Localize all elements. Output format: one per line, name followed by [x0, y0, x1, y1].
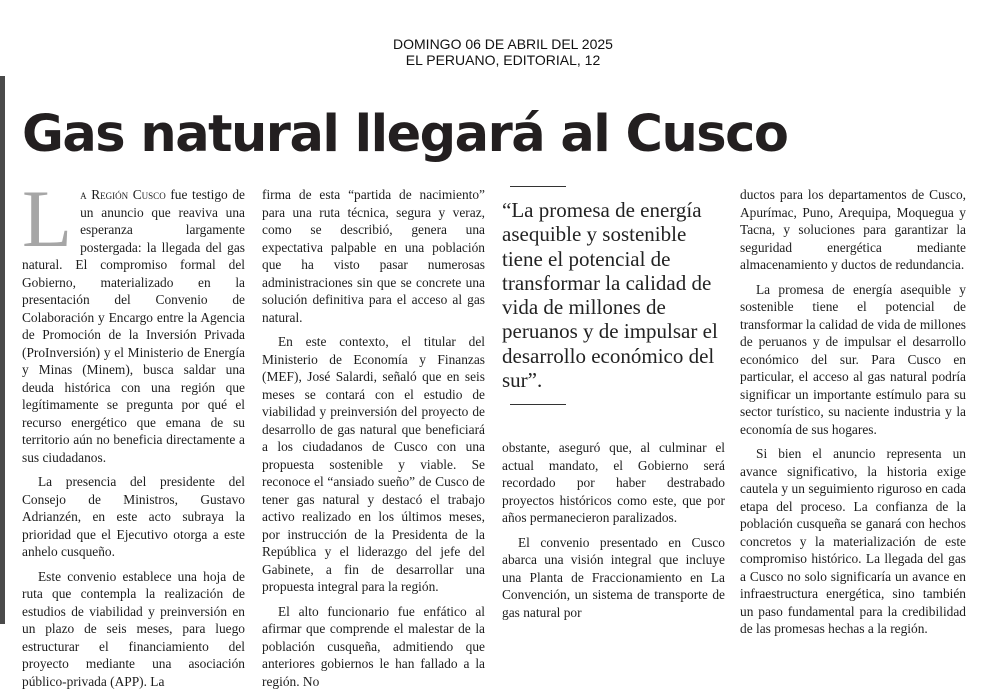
dateline-section: EL PERUANO, EDITORIAL, 12 [0, 52, 1006, 68]
dateline-date: DOMINGO 06 DE ABRIL DEL 2025 [0, 36, 1006, 52]
article-paragraph: ductos para los departamentos de Cusco, Apurímac, Puno, Arequipa, Moquegua y Tacna, y soluciones para garantizar la seguridad energética mediante almacenamiento y ductos de redundancia. [740, 186, 966, 274]
article-column-3 [502, 439, 725, 621]
lead-in: a Región Cusco [80, 187, 166, 202]
pullquote-rule-bottom [510, 404, 566, 405]
article-paragraph: obstante, aseguró que, al culminar el actual mandato, el Gobierno será recordado por haber destrabado proyectos históricos como este, que por años permanecieron paralizados. [502, 439, 725, 527]
article-paragraph: El alto funcionario fue enfático al afirmar que comprende el malestar de la población cusqueña, admitiendo que anteriores gobiernos le han fallado a la región. No [262, 603, 485, 690]
headline: Gas natural llegará al Cusco [22, 103, 1002, 167]
article-paragraph: Este convenio establece una hoja de ruta que contempla la realización de estudios de viabilidad y preinversión en un plazo de seis meses, para luego estructurar el financiamiento del proyecto mediante una asociación público-privada (APP). La [22, 568, 245, 690]
article-paragraph: La promesa de energía asequible y sostenible tiene el potencial de transformar la calidad de vida de millones de peruanos y de impulsar el desarrollo económico del sur. Para Cusco en particular, el acceso al gas natural podría significar un importante estímulo para su sector turístico, su naciente industria y la economía de sus hogares. [740, 281, 966, 439]
article-paragraph: El convenio presentado en Cusco abarca una visión integral que incluye una Planta de Fraccionamiento en La Convención, un sistema de transporte de gas natural por [502, 534, 725, 622]
article-column-1 [22, 186, 245, 690]
paragraph-text: fue testigo de un anuncio que reaviva una esperanza largamente postergada: la llegada del gas natural. El compromiso formal del Gobierno, materializado en la presentación del Convenio de Colaboración y Encargo entre la Agencia de Promoción de la Inversión Privada (ProInversión) y el Ministerio de Energía y Minas (Minem), busca saldar una deuda histórica con una región que legítimamente se pregunta por qué el recurso energético que emana de su territorio aún no beneficia directamente a sus ciudadanos. [22, 187, 245, 465]
article-paragraph [22, 186, 245, 466]
pullquote: “La promesa de energía asequible y sostenible tiene el potencial de transformar la calidad de vida de millones de peruanos y de impulsar el desarrollo económico del sur”. [502, 198, 732, 392]
article-paragraph: Si bien el anuncio representa un avance significativo, la historia exige cautela y un seguimiento riguroso en cada etapa del proceso. La confianza de la población cusqueña se ganará con hechos concretos y la materialización de este compromiso histórico. La llegada del gas a Cusco no solo significaría un avance en infraestructura energética, sino también un paso fundamental para la credibilidad de las promesas hechas a la región. [740, 445, 966, 638]
article-paragraph: firma de esta “partida de nacimiento” para una ruta técnica, segura y veraz, como se describió, genera una expectativa palpable en una población que ha visto pasar numerosas administraciones sin que se concrete una solución definitiva para el acceso al gas natural. [262, 186, 485, 326]
article-column-4 [740, 186, 966, 638]
drop-cap: L [22, 188, 72, 250]
left-margin-rule [0, 76, 5, 624]
article-column-2 [262, 186, 485, 690]
pullquote-rule-top [510, 186, 566, 187]
article-paragraph: La presencia del presidente del Consejo de Ministros, Gustavo Adrianzén, en este acto subraya la prioridad que el Ejecutivo otorga a este anhelo cusqueño. [22, 473, 245, 561]
article-paragraph: En este contexto, el titular del Ministerio de Economía y Finanzas (MEF), José Salardi, señaló que en seis meses se contará con el estudio de viabilidad y preinversión del proyecto de desarrollo de gas natural que beneficiará a los ciudadanos de Cusco con una propuesta sostenible y viable. Se reconoce el “ansiado sueño” de Cusco de tener gas natural y destacó el trabajo activo realizado en los últimos meses, por instrucción de la Presidenta de la República y el liderazgo del jefe del Gabinete, a fin de desarrollar una propuesta integral para la región. [262, 333, 485, 596]
dateline [0, 36, 1006, 68]
